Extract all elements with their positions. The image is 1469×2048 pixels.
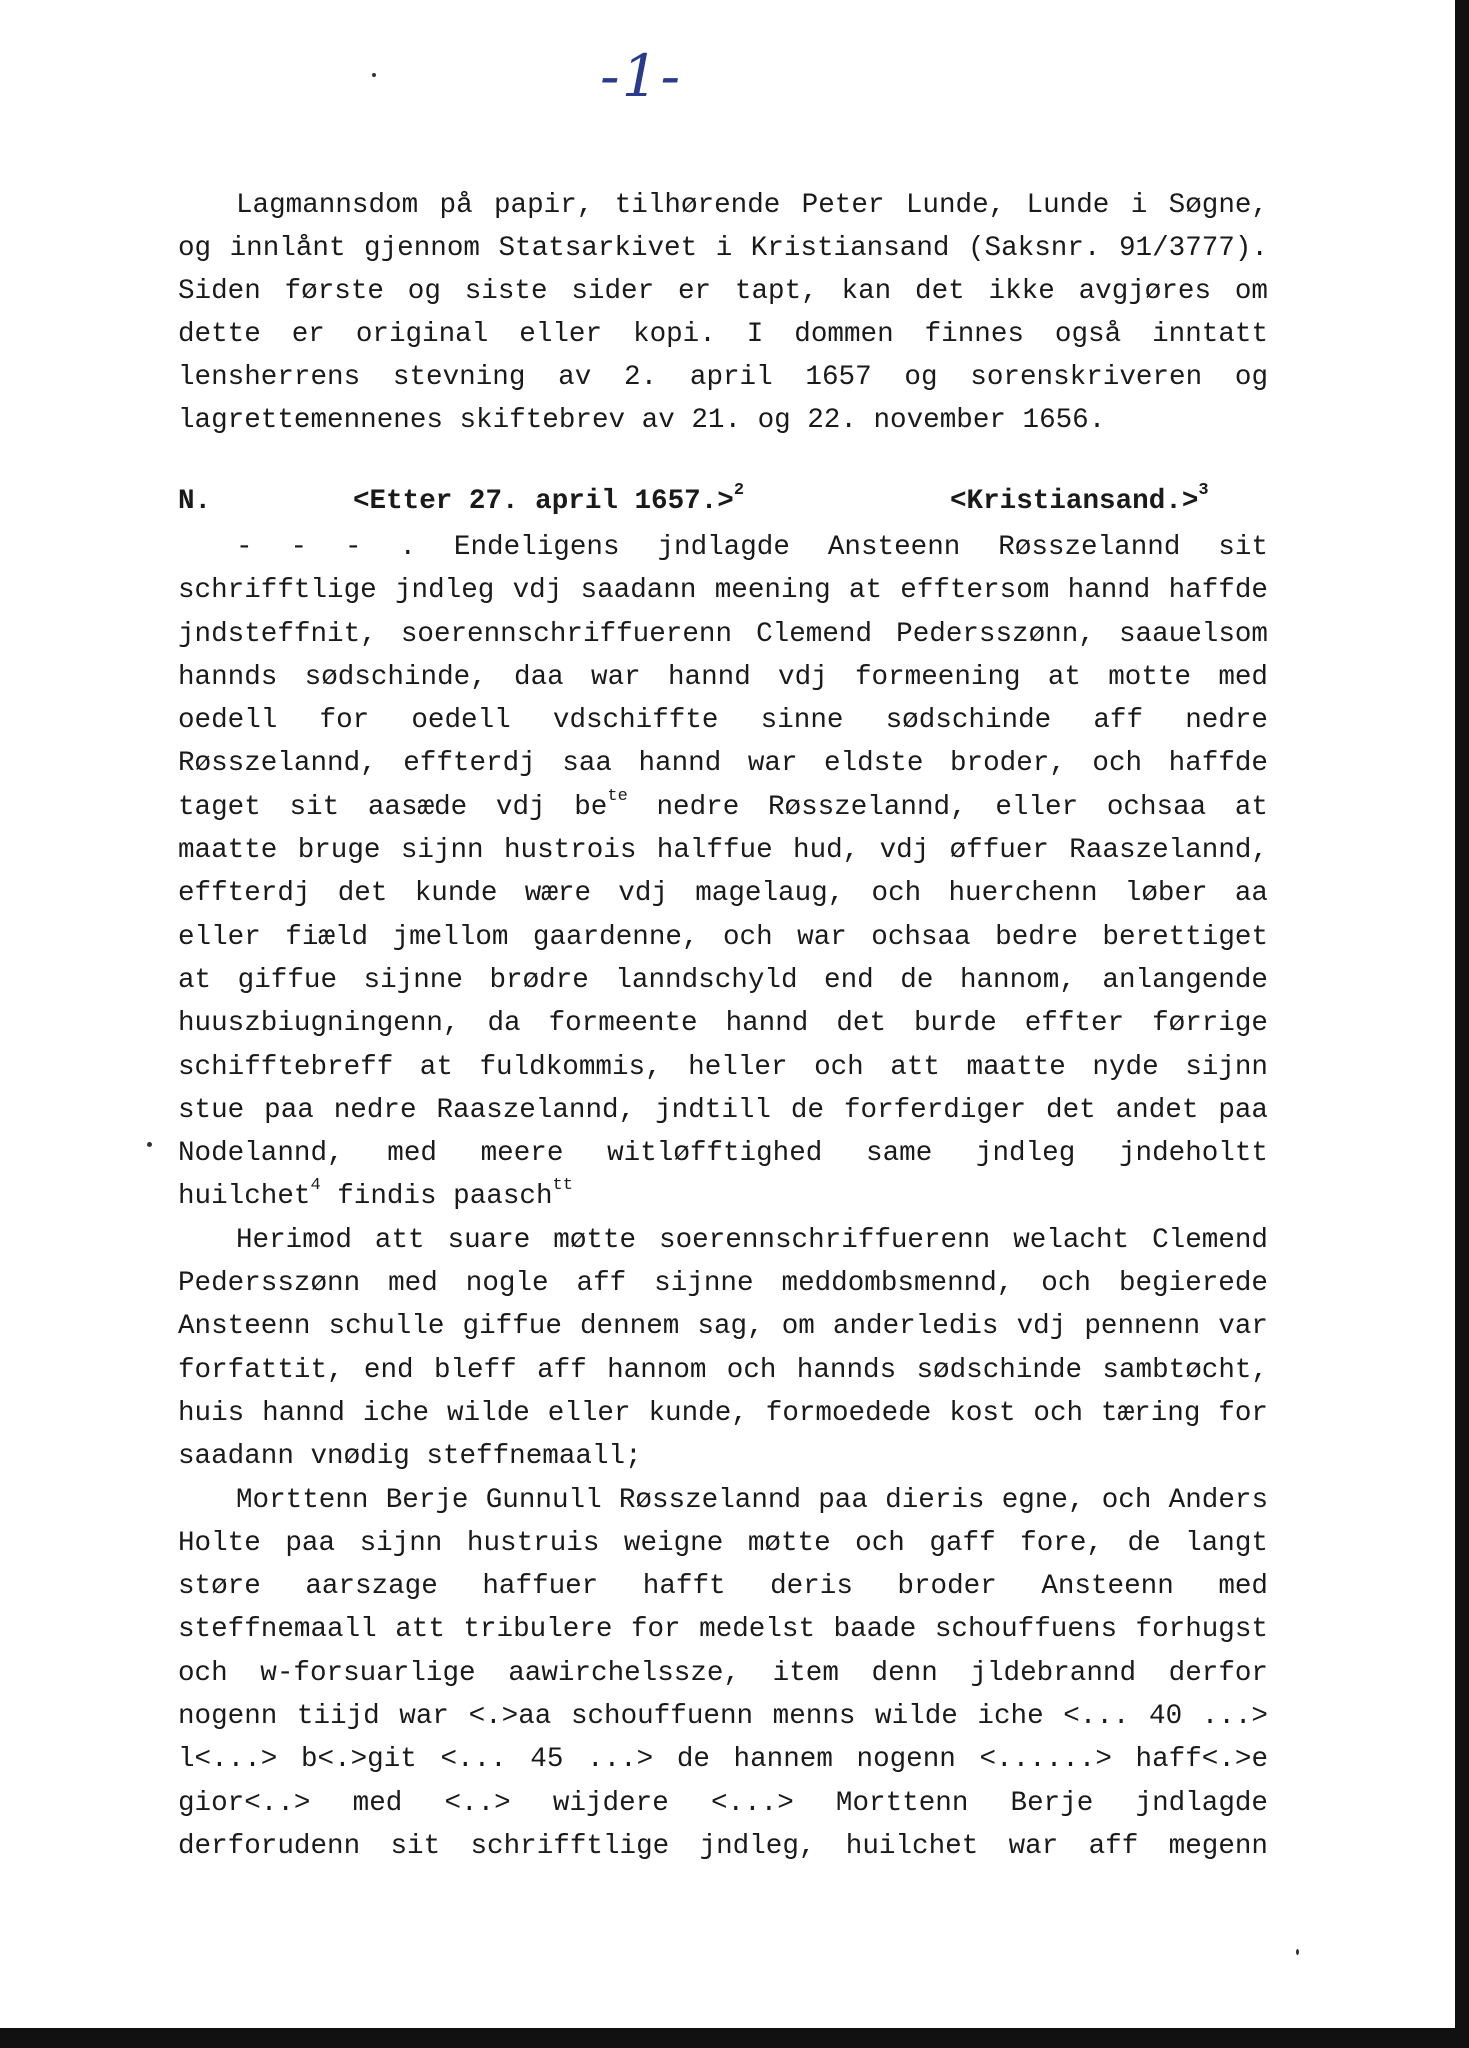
body-text-run: huilchet	[178, 1181, 311, 1213]
body-line: støre aarszage haffuer hafft deris broder Ansteenn med	[178, 1571, 1268, 1603]
heading-place-text: <Kristiansand.>	[950, 486, 1199, 517]
footnote-ref: 4	[310, 1176, 321, 1196]
scan-speck	[147, 1142, 152, 1147]
footnote-ref: 3	[1198, 481, 1209, 500]
body-line: Røsszelannd, effterdj saa hannd war eldste broder, och haffde	[178, 748, 1268, 780]
body-line: stue paa nedre Raaszelannd, jndtill de forferdiger det andet paa	[178, 1094, 1268, 1126]
body-line: forfattit, end bleff aff hannom och hannds sødschinde sambtøcht,	[178, 1354, 1268, 1386]
body-line	[178, 1175, 1268, 1218]
body-line: schifftebreff at fuldkommis, heller och att maatte nyde sijnn	[178, 1051, 1268, 1083]
body-text-run: nedre Røsszelannd, eller ochsaa at	[627, 791, 1268, 823]
body-line: maatte bruge sijnn hustrois halffue hud, vdj øffuer Raaszelannd,	[178, 835, 1268, 867]
footnote-ref: 2	[733, 481, 745, 500]
transcription-body	[178, 526, 1268, 1868]
body-line: gior<..> med <..> wijdere <...> Morttenn Berje jndlagde	[178, 1787, 1268, 1819]
handwritten-page-number: -1-	[600, 42, 683, 110]
heading-date	[353, 481, 745, 517]
body-line: Holte paa sijnn hustruis weigne møtte och gaff fore, de langt	[178, 1527, 1268, 1559]
intro-line: og innlånt gjennom Statsarkivet i Kristiansand (Saksnr. 91/3777).	[178, 233, 1268, 264]
heading-date-text: <Etter 27. april 1657.>	[353, 486, 734, 517]
body-line: oedell for oedell vdschiffte sinne sødschinde aff nedre	[178, 705, 1268, 737]
body-line: Ansteenn schulle giffue dennem sag, om anderledis vdj pennenn var	[178, 1311, 1268, 1343]
scan-edge-bottom	[0, 2028, 1469, 2048]
body-line: huuszbiugningenn, da formeente hannd det burde effter førrige	[178, 1008, 1268, 1040]
body-line	[178, 786, 1268, 829]
heading-place	[950, 481, 1209, 517]
body-line: Morttenn Berje Gunnull Røsszelannd paa dieris egne, och Anders	[236, 1484, 1268, 1516]
body-line: jndsteffnit, soerennschriffuerenn Clemend Pedersszønn, saauelsom	[178, 618, 1268, 650]
body-line: eller fiæld jmellom gaardenne, och war ochsaa bedre berettiget	[178, 921, 1268, 953]
body-line: effterdj det kunde wære vdj magelaug, och huerchenn løber aa	[178, 878, 1268, 910]
document-heading	[178, 481, 1268, 530]
superscript-abbrev: te	[607, 786, 628, 806]
heading-letter: N.	[178, 486, 212, 517]
body-line: schrifftlige jndleg vdj saadann meening at efftersom hannd haffde	[178, 575, 1268, 607]
body-text-run: findis paasch	[320, 1181, 553, 1213]
intro-line: Siden første og siste sider er tapt, kan det ikke avgjøres om	[178, 276, 1268, 307]
body-line: och w-forsuarlige aawirchelssze, item denn jldebrannd derfor	[178, 1657, 1268, 1689]
body-line: saadann vnødig steffnemaall;	[178, 1441, 642, 1473]
body-line: - - - . Endeligens jndlagde Ansteenn Røsszelannd sit	[236, 532, 1268, 563]
body-line: at giffue sijnne brødre lanndschyld end de hannom, anlangende	[178, 964, 1268, 996]
body-line: l<...> b<.>git <... 45 ...> de hannem nogenn <......> haff<.>e	[178, 1744, 1268, 1776]
body-line: nogenn tiijd war <.>aa schouffuenn menns wilde iche <... 40 ...>	[178, 1701, 1268, 1733]
body-line: hannds sødschinde, daa war hannd vdj formeening at motte med	[178, 661, 1268, 693]
body-line: Nodelannd, med meere witløfftighed same jndleg jndeholtt	[178, 1138, 1268, 1170]
intro-line: dette er original eller kopi. I dommen finnes også inntatt	[178, 319, 1268, 350]
superscript-abbrev: tt	[552, 1176, 573, 1196]
body-line: steffnemaall att tribulere for medelst baade schouffuens forhugst	[178, 1614, 1268, 1646]
intro-line: lensherrens stevning av 2. april 1657 og sorenskriveren og	[178, 362, 1268, 393]
body-text-run: taget sit aasæde vdj be	[178, 791, 608, 823]
body-line: derforudenn sit schrifftlige jndleg, huilchet war aff megenn	[178, 1830, 1268, 1862]
body-line: Herimod att suare møtte soerennschriffuerenn welacht Clemend	[236, 1224, 1268, 1256]
scan-speck	[372, 73, 376, 77]
intro-paragraph	[178, 184, 1268, 442]
intro-line: Lagmannsdom på papir, tilhørende Peter Lunde, Lunde i Søgne,	[236, 190, 1268, 221]
body-line: Pedersszønn med nogle aff sijnne meddombsmennd, och begierede	[178, 1268, 1268, 1300]
scan-edge-right	[1455, 0, 1469, 2048]
body-line: huis hannd iche wilde eller kunde, formoedede kost och tæring for	[178, 1397, 1268, 1429]
intro-line: lagrettemennenes skiftebrev av 21. og 22. november 1656.	[178, 405, 1106, 436]
scan-speck	[1296, 1949, 1299, 1955]
